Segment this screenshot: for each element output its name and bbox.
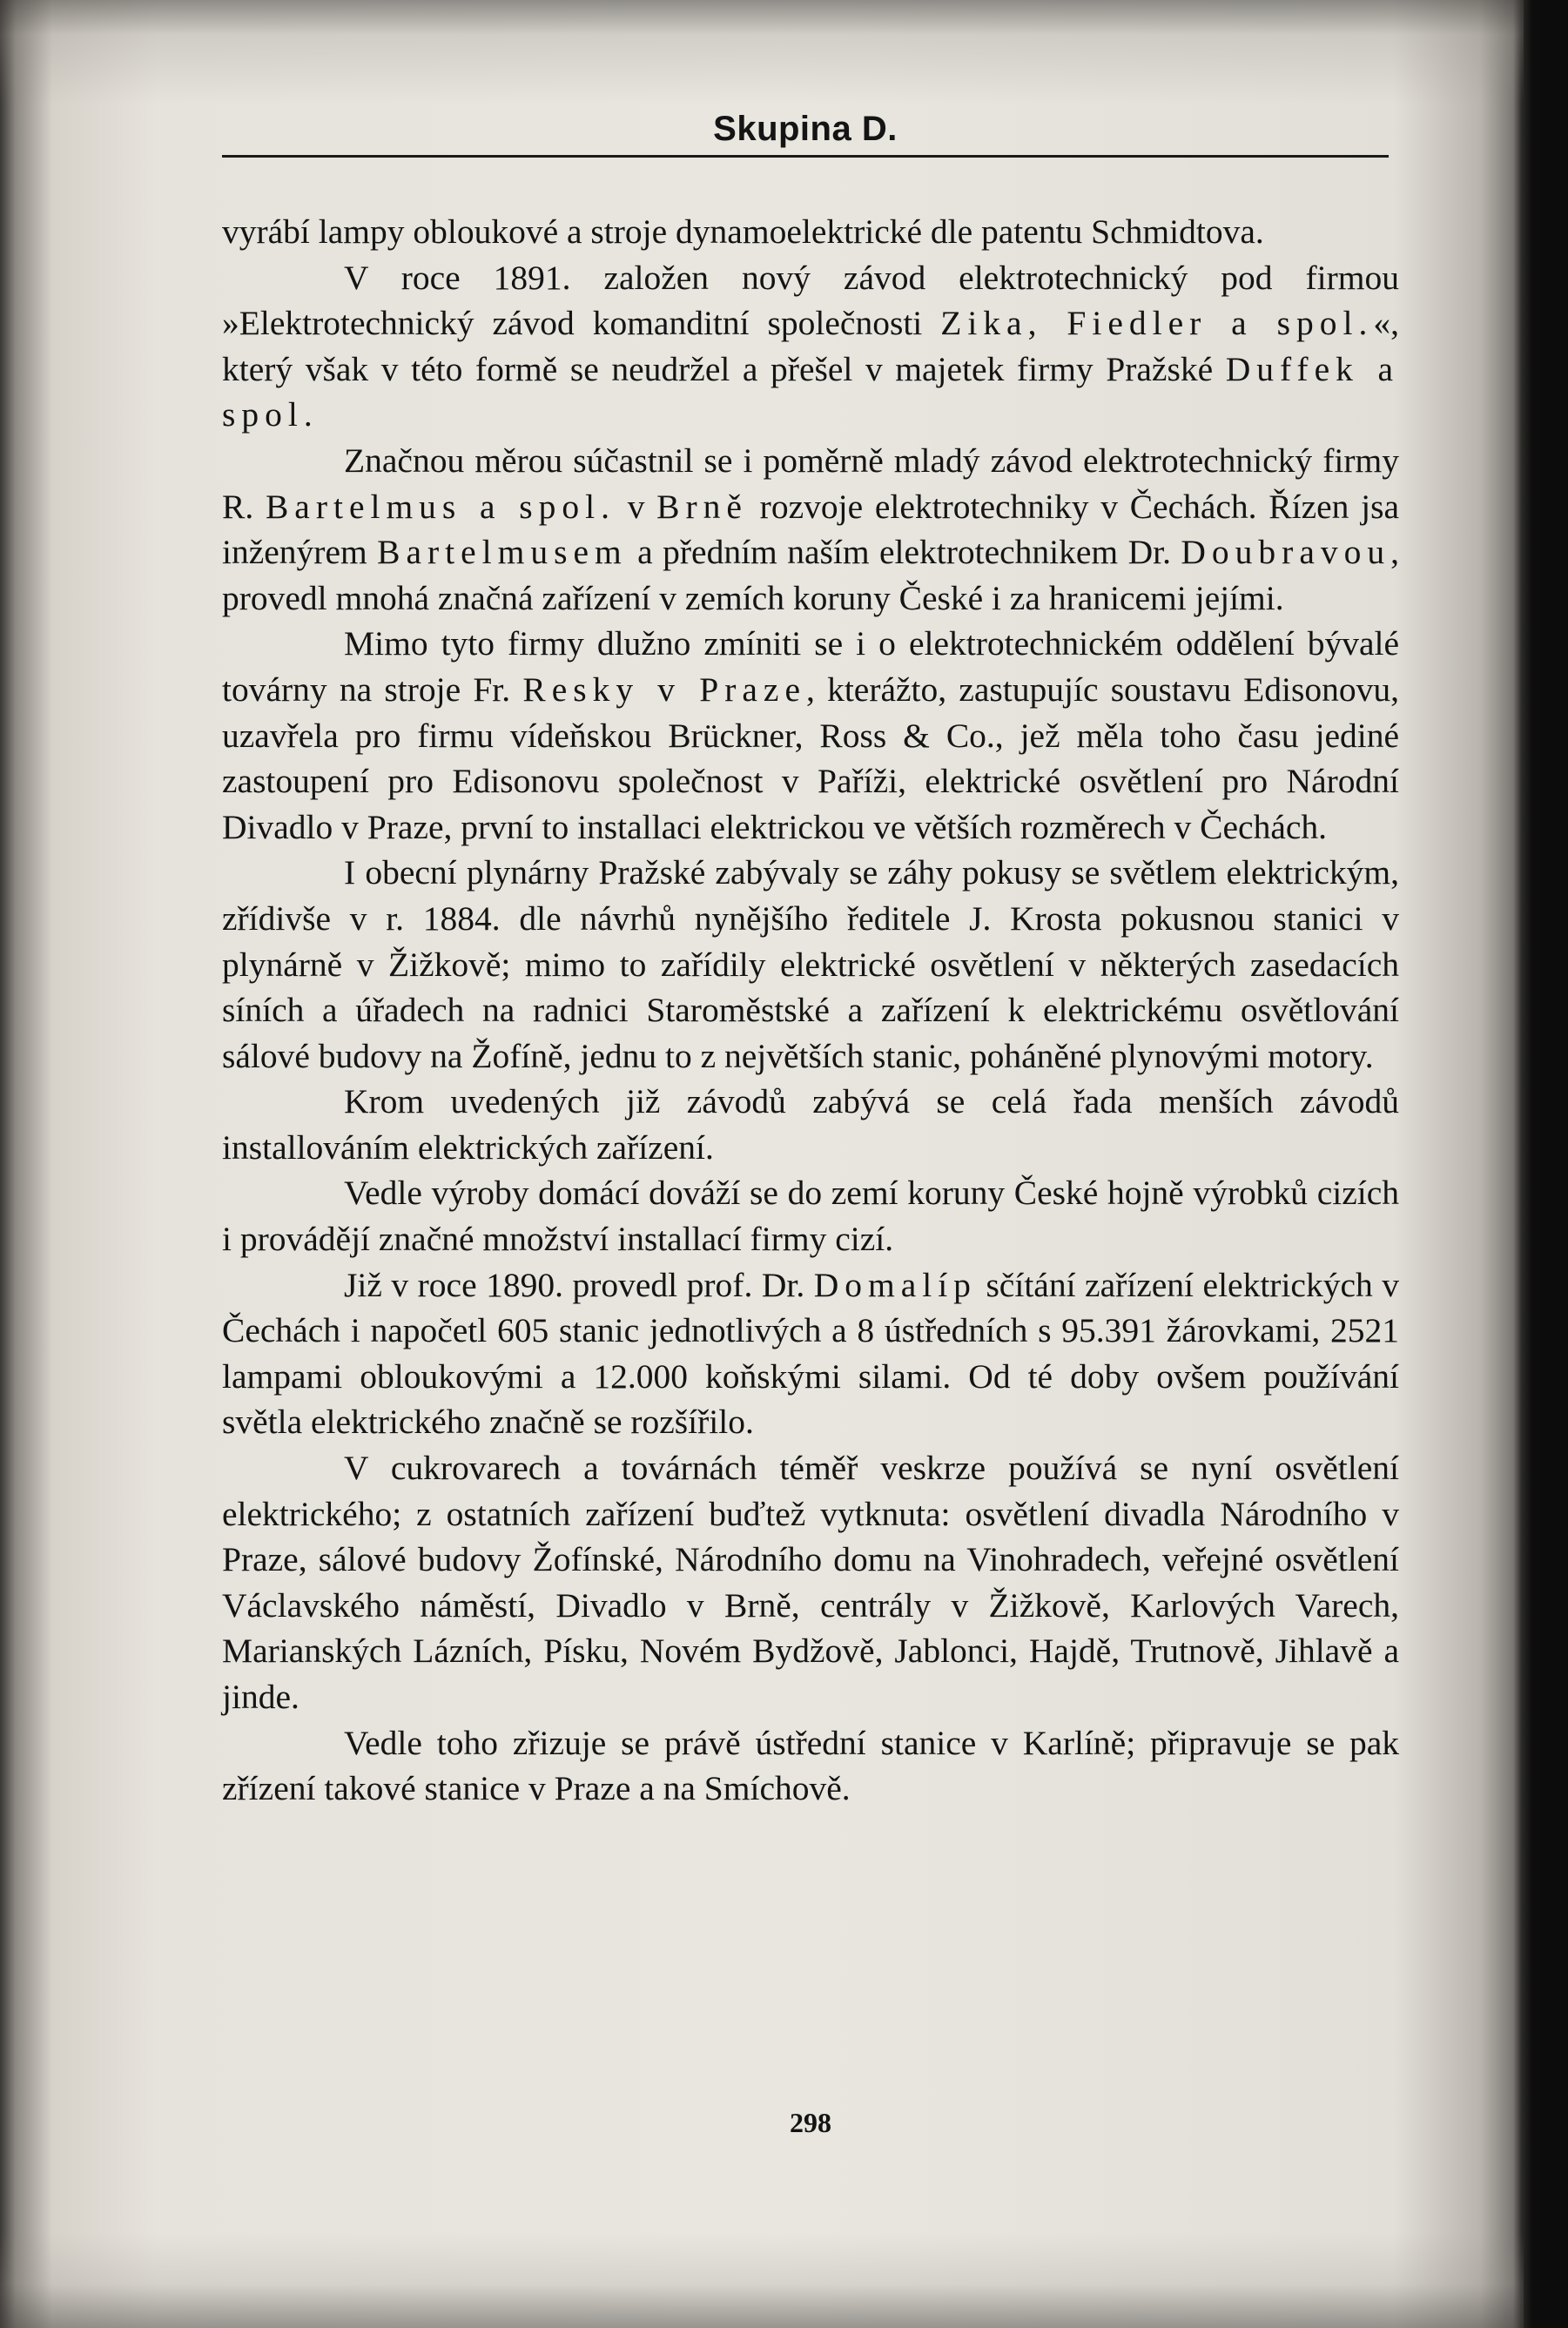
paragraph (222, 1720, 1399, 1812)
text-run: Vedle toho zřizuje se právě ústřední stanice v Karlíně; připravuje se pak zřízení takové stanice v Praze a na Smíchově. (222, 1723, 1399, 1808)
text-run: Již v roce 1890. provedl prof. Dr. (344, 1265, 814, 1304)
text-run: Mimo tyto firmy dlužno zmíniti se i o elektrotechnickém oddělení bývalé továrny na stroje Fr. (222, 624, 1399, 709)
text-run: , provedl mnohá značná zařízení v zemích koruny České i za hranicemi jejími. (222, 533, 1399, 617)
spaced-name: Doubravou (1181, 533, 1391, 572)
spaced-name: Bartelmus a spol. (265, 487, 616, 526)
text-run: «, který však v této formě se neudržel a přešel v majetek firmy Pražské (222, 304, 1399, 388)
body-text (222, 209, 1399, 1812)
spaced-name: Brně (656, 487, 748, 526)
text-run: Značnou měrou súčastnil se i poměrně mladý závod elektrotechnický firmy R. (222, 441, 1399, 526)
paragraph (222, 1262, 1399, 1445)
text-run: I obecní plynárny Pražské zabývaly se záhy pokusy se světlem elektrickým, zřídivše v r. 1884. dle návrhů nynějšího ředitele J. Krosta pokusnou stanici v plynárně v Žižkově; mimo to zařídily elektrické osvětlení v některých zasedacích síních a úřadech na radnici Staroměstské a zařízení k elektrickému osvětlování sálové budovy na Žofíně, jednu to z největších stanic, poháněné plynovými motory. (222, 853, 1399, 1075)
paragraph (222, 438, 1399, 621)
spaced-name: Domalíp (813, 1265, 977, 1304)
text-run: Vedle výroby domácí dováží se do zemí koruny České hojně výrobků cizích i provádějí značné množství installací firmy cizí. (222, 1174, 1399, 1259)
header-rule (222, 155, 1389, 158)
paragraph (222, 1170, 1399, 1262)
spaced-name: Bartelmusem (377, 533, 628, 572)
spaced-name: Resky v Praze (522, 669, 806, 709)
spaced-name: Duffek a spol. (222, 349, 1399, 434)
text-run: rozvoje elektrotechniky v Čechách. Řízen jsa inženýrem (222, 487, 1399, 572)
text-run: vyrábí lampy obloukové a stroje dynamoelektrické dle patentu Schmidtova. (222, 212, 1264, 251)
text-run: V roce 1891. založen nový závod elektrotechnický pod firmou »Elektrotechnický závod komanditní společnosti (222, 258, 1399, 343)
spaced-name: Zika, Fiedler a spol. (940, 304, 1374, 343)
text-run: V cukrovarech a továrnách téměř veskrze používá se nyní osvětlení elektrického; z ostatních zařízení buďtež vytknuta: osvětlení divadla Národního v Praze, sálové budovy Žofínské, Národního domu na Vinohradech, veřejné osvětlení Václavského náměstí, Divadlo v Brně, centrály v Žižkově, Karlových Varech, Marianských Lázních, Písku, Novém Bydžově, Jablonci, Hajdě, Trutnově, Jihlavě a jinde. (222, 1449, 1399, 1716)
running-header: Skupina D. (713, 110, 898, 148)
text-run: v (615, 487, 657, 526)
paragraph (222, 209, 1399, 255)
text-run: Krom uvedených již závodů zabývá se celá řada menších závodů installováním elektrických zařízení. (222, 1082, 1399, 1167)
paragraph (222, 850, 1399, 1079)
text-run: , kterážto, zastupujíc soustavu Edisonovu, uzavřela pro firmu vídeňskou Brückner, Ross & Co., jež měla toho času jediné zastoupení pro Edisonovu společnost v Paříži, elektrické osvětlení pro Národní Divadlo v Praze, první to installaci elektrickou ve větších rozměrech v Čechách. (222, 669, 1399, 846)
text-run: a předním naším elektrotechnikem Dr. (627, 533, 1181, 572)
text-run: sčítání zařízení elektrických v Čechách i napočetl 605 stanic jednotlivých a 8 ústředních s 95.391 žárovkami, 2521 lampami obloukovými a 12.000 koňskými silami. Od té doby ovšem používání světla elektrického značně se rozšířilo. (222, 1265, 1399, 1442)
paragraph (222, 255, 1399, 438)
paragraph (222, 1445, 1399, 1720)
page-number: 298 (790, 2107, 831, 2138)
paragraph (222, 621, 1399, 850)
paragraph (222, 1079, 1399, 1170)
